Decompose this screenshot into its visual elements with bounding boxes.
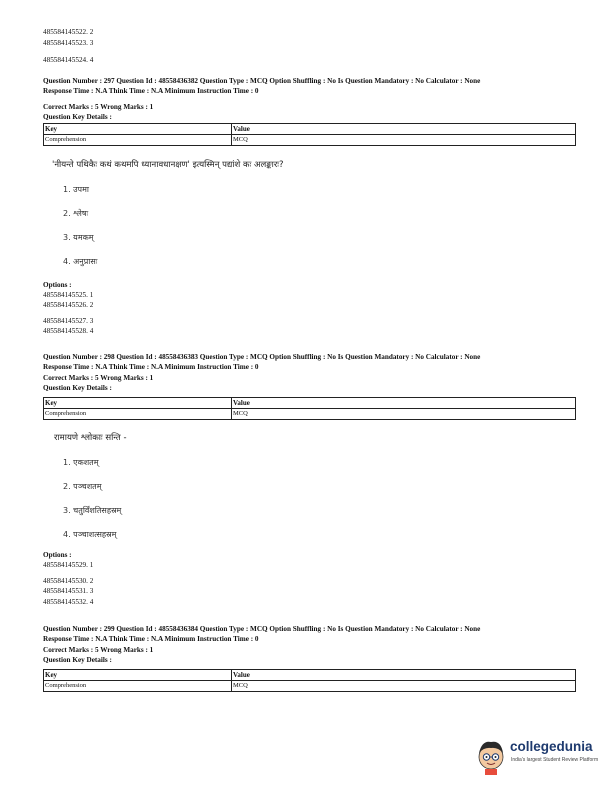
value-cell: MCQ (233, 410, 248, 417)
option-id: 485584145530. 2 (43, 577, 94, 585)
q298-choice-3: 3. चतुर्विंशतिसहस्रम् (63, 506, 122, 515)
q298-key-table (43, 397, 576, 420)
value-header: Value (233, 671, 250, 679)
key-cell: Comprehension (45, 410, 87, 417)
option-id: 485584145525. 1 (43, 291, 94, 299)
option-id: 485584145524. 4 (43, 56, 94, 64)
value-header: Value (233, 399, 250, 407)
q298-question-text: रामायणे श्लोकाः सन्ति - (54, 433, 127, 443)
collegedunia-logo[interactable] (474, 735, 602, 775)
q297-response-time: Response Time : N.A Think Time : N.A Minimum Instruction Time : 0 (43, 87, 259, 95)
key-cell: Comprehension (45, 682, 87, 689)
option-id: 485584145531. 3 (43, 587, 94, 595)
q298-choice-4: 4. पञ्चाशत्सहस्रम् (63, 530, 117, 539)
q297-header: Question Number : 297 Question Id : 48558436382 Question Type : MCQ Option Shuffling : No Is Question Mandatory : No Calculator : None (43, 77, 481, 85)
q298-key-details-label: Question Key Details : (43, 384, 112, 392)
brand-tagline: India's largest Student Review Platform (511, 757, 599, 763)
q299-marks: Correct Marks : 5 Wrong Marks : 1 (43, 646, 154, 654)
q298-choice-2: 2. पञ्चशतम् (63, 482, 102, 491)
q298-marks: Correct Marks : 5 Wrong Marks : 1 (43, 374, 154, 382)
q297-key-table (43, 123, 576, 146)
mascot-icon (474, 735, 508, 775)
q297-options-label: Options : (43, 281, 72, 289)
value-header: Value (233, 125, 250, 133)
table-header-row (44, 124, 575, 134)
q298-choice-1: 1. एकशतम् (63, 458, 99, 467)
q297-marks: Correct Marks : 5 Wrong Marks : 1 (43, 103, 154, 111)
q298-response-time: Response Time : N.A Think Time : N.A Minimum Instruction Time : 0 (43, 363, 259, 371)
q299-header: Question Number : 299 Question Id : 48558436384 Question Type : MCQ Option Shuffling : No Is Question Mandatory : No Calculator : None (43, 625, 481, 633)
option-id: 485584145528. 4 (43, 327, 94, 335)
q299-key-table (43, 669, 576, 692)
table-header-row (44, 398, 575, 408)
q298-options-label: Options : (43, 551, 72, 559)
value-cell: MCQ (233, 136, 248, 143)
option-id: 485584145523. 3 (43, 39, 94, 47)
q297-choice-4: 4. अनुप्रासः (63, 257, 98, 266)
option-id: 485584145527. 3 (43, 317, 94, 325)
key-header: Key (45, 671, 58, 679)
key-header: Key (45, 125, 58, 133)
q297-choice-3: 3. यमकम् (63, 233, 94, 242)
q297-key-details-label: Question Key Details : (43, 113, 112, 121)
q299-response-time: Response Time : N.A Think Time : N.A Minimum Instruction Time : 0 (43, 635, 259, 643)
key-header: Key (45, 399, 58, 407)
table-row (44, 408, 575, 419)
option-id: 485584145522. 2 (43, 28, 94, 36)
table-row (44, 134, 575, 145)
q299-key-details-label: Question Key Details : (43, 656, 112, 664)
value-cell: MCQ (233, 682, 248, 689)
option-id: 485584145526. 2 (43, 301, 94, 309)
q297-choice-1: 1. उपमा (63, 185, 89, 194)
key-cell: Comprehension (45, 136, 87, 143)
brand-name: collegedunia (510, 739, 593, 754)
q298-header: Question Number : 298 Question Id : 48558436383 Question Type : MCQ Option Shuffling : No Is Question Mandatory : No Calculator : None (43, 353, 481, 361)
option-id: 485584145529. 1 (43, 561, 94, 569)
q297-choice-2: 2. श्लेषः (63, 209, 89, 218)
q297-question-text: 'नीयन्ते पथिकैः कथं कथमपि ध्यानावधानक्षण' इत्यस्मिन् पद्यांशे कः अलङ्कारः? (52, 160, 284, 170)
table-header-row (44, 670, 575, 680)
option-id: 485584145532. 4 (43, 598, 94, 606)
table-row (44, 680, 575, 691)
